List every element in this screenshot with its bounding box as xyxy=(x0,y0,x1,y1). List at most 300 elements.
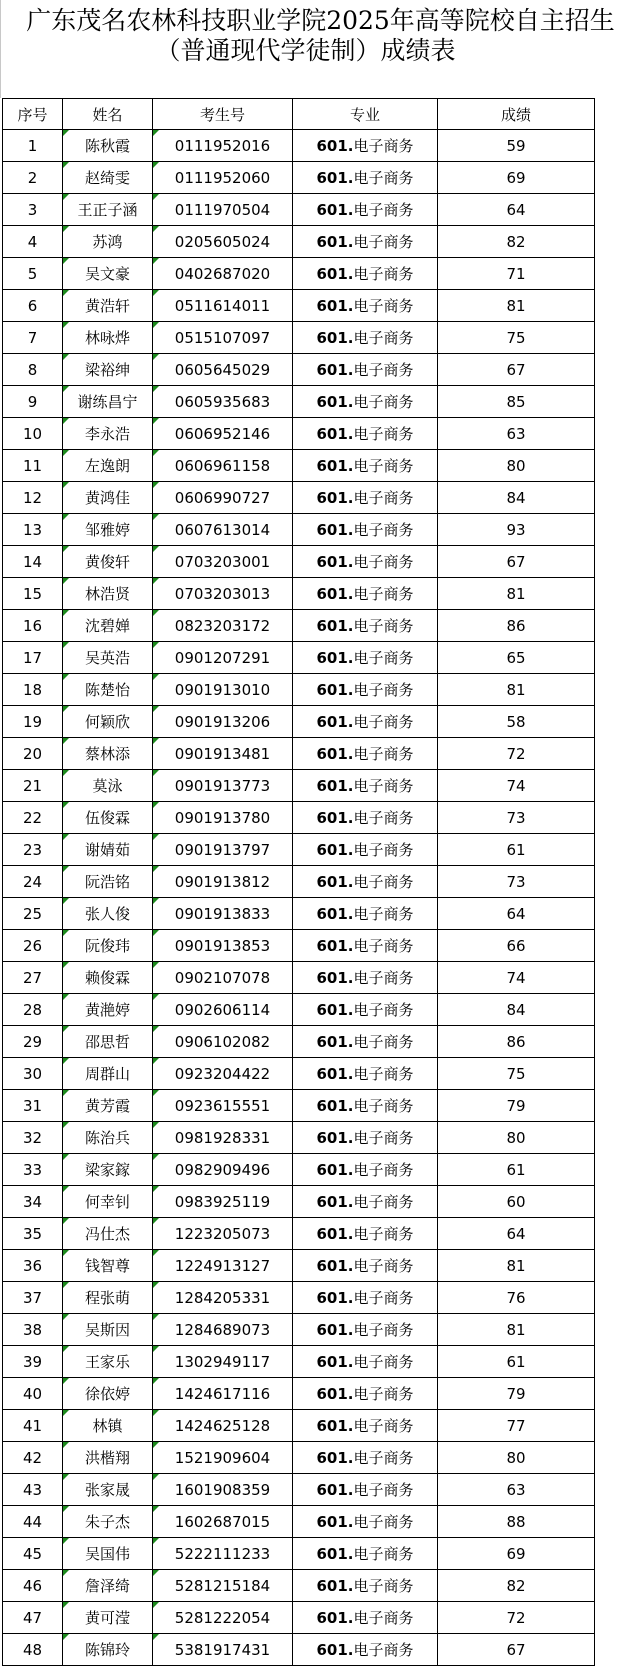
cell-no[interactable]: 48 xyxy=(3,1634,63,1666)
cell-name[interactable]: 周群山 xyxy=(63,1058,153,1090)
cell-name[interactable]: 梁家鎵 xyxy=(63,1154,153,1186)
cell-no[interactable]: 16 xyxy=(3,610,63,642)
cell-score[interactable]: 81 xyxy=(438,674,595,706)
cell-major[interactable] xyxy=(293,1442,438,1474)
cell-student-id[interactable]: 0901207291 xyxy=(153,642,293,674)
cell-score[interactable]: 77 xyxy=(438,1410,595,1442)
cell-student-id[interactable]: 0605645029 xyxy=(153,354,293,386)
table-row xyxy=(3,1250,595,1282)
cell-score[interactable]: 80 xyxy=(438,1122,595,1154)
cell-major[interactable] xyxy=(293,706,438,738)
cell-student-id[interactable]: 0823203172 xyxy=(153,610,293,642)
major-code: 601. xyxy=(316,457,354,475)
cell-major[interactable] xyxy=(293,290,438,322)
cell-student-id[interactable]: 0923615551 xyxy=(153,1090,293,1122)
cell-student-id[interactable]: 0982909496 xyxy=(153,1154,293,1186)
cell-student-id[interactable]: 0901913773 xyxy=(153,770,293,802)
cell-no[interactable]: 21 xyxy=(3,770,63,802)
cell-no[interactable]: 26 xyxy=(3,930,63,962)
cell-no[interactable]: 31 xyxy=(3,1090,63,1122)
cell-student-id[interactable]: 0901913010 xyxy=(153,674,293,706)
cell-major[interactable] xyxy=(293,1506,438,1538)
cell-no[interactable]: 40 xyxy=(3,1378,63,1410)
cell-student-id[interactable]: 0511614011 xyxy=(153,290,293,322)
cell-no[interactable]: 39 xyxy=(3,1346,63,1378)
cell-name[interactable]: 陈楚怡 xyxy=(63,674,153,706)
cell-name[interactable]: 林浩贤 xyxy=(63,578,153,610)
major-name: 电子商务 xyxy=(353,521,414,539)
cell-no[interactable]: 11 xyxy=(3,450,63,482)
cell-score[interactable]: 67 xyxy=(438,546,595,578)
major-code: 601. xyxy=(316,585,354,603)
major-code: 601. xyxy=(316,649,354,667)
cell-no[interactable]: 45 xyxy=(3,1538,63,1570)
cell-no[interactable]: 14 xyxy=(3,546,63,578)
cell-name[interactable]: 赵绮雯 xyxy=(63,162,153,194)
cell-score[interactable]: 79 xyxy=(438,1090,595,1122)
cell-student-id[interactable]: 5381917431 xyxy=(153,1634,293,1666)
cell-no[interactable]: 6 xyxy=(3,290,63,322)
cell-name[interactable]: 洪楷翔 xyxy=(63,1442,153,1474)
cell-name[interactable]: 程张萌 xyxy=(63,1282,153,1314)
cell-major[interactable] xyxy=(293,930,438,962)
cell-major[interactable] xyxy=(293,226,438,258)
cell-major[interactable] xyxy=(293,1410,438,1442)
cell-major[interactable] xyxy=(293,866,438,898)
cell-student-id[interactable]: 0111970504 xyxy=(153,194,293,226)
cell-student-id[interactable]: 1602687015 xyxy=(153,1506,293,1538)
cell-score[interactable]: 63 xyxy=(438,1474,595,1506)
cell-score[interactable]: 61 xyxy=(438,1346,595,1378)
cell-score[interactable]: 69 xyxy=(438,1538,595,1570)
cell-score[interactable]: 81 xyxy=(438,1250,595,1282)
cell-major[interactable] xyxy=(293,258,438,290)
cell-score[interactable]: 86 xyxy=(438,1026,595,1058)
cell-major[interactable] xyxy=(293,1538,438,1570)
cell-no[interactable]: 32 xyxy=(3,1122,63,1154)
cell-name[interactable]: 谢婧茹 xyxy=(63,834,153,866)
cell-student-id[interactable]: 0981928331 xyxy=(153,1122,293,1154)
cell-name[interactable]: 阮俊玮 xyxy=(63,930,153,962)
table-row xyxy=(3,514,595,546)
cell-score[interactable]: 64 xyxy=(438,194,595,226)
col-header-id[interactable]: 考生号 xyxy=(153,99,293,130)
major-name: 电子商务 xyxy=(353,1289,414,1307)
cell-major[interactable] xyxy=(293,194,438,226)
cell-major[interactable] xyxy=(293,610,438,642)
cell-no[interactable]: 33 xyxy=(3,1154,63,1186)
cell-major[interactable] xyxy=(293,1058,438,1090)
cell-name[interactable]: 沈碧婵 xyxy=(63,610,153,642)
cell-name[interactable]: 阮浩铭 xyxy=(63,866,153,898)
cell-no[interactable]: 46 xyxy=(3,1570,63,1602)
major-code: 601. xyxy=(316,233,354,251)
cell-no[interactable]: 41 xyxy=(3,1410,63,1442)
cell-name[interactable]: 王家乐 xyxy=(63,1346,153,1378)
cell-name[interactable]: 陈秋霞 xyxy=(63,130,153,162)
cell-major[interactable] xyxy=(293,898,438,930)
cell-student-id[interactable]: 0901913481 xyxy=(153,738,293,770)
major-code: 601. xyxy=(316,777,354,795)
cell-student-id[interactable]: 5281222054 xyxy=(153,1602,293,1634)
cell-student-id[interactable]: 0703203013 xyxy=(153,578,293,610)
cell-major[interactable] xyxy=(293,578,438,610)
cell-no[interactable]: 42 xyxy=(3,1442,63,1474)
cell-name[interactable]: 陈治兵 xyxy=(63,1122,153,1154)
major-name: 电子商务 xyxy=(353,137,414,155)
table-body xyxy=(3,130,595,1666)
major-name: 电子商务 xyxy=(353,265,414,283)
major-name: 电子商务 xyxy=(353,1065,414,1083)
cell-no[interactable]: 29 xyxy=(3,1026,63,1058)
cell-major[interactable] xyxy=(293,994,438,1026)
cell-student-id[interactable]: 1284205331 xyxy=(153,1282,293,1314)
cell-score[interactable]: 58 xyxy=(438,706,595,738)
major-code: 601. xyxy=(316,1449,354,1467)
major-name: 电子商务 xyxy=(353,393,414,411)
major-code: 601. xyxy=(316,1001,354,1019)
cell-score[interactable]: 82 xyxy=(438,1570,595,1602)
cell-student-id[interactable]: 0402687020 xyxy=(153,258,293,290)
cell-name[interactable]: 徐依婷 xyxy=(63,1378,153,1410)
cell-no[interactable]: 2 xyxy=(3,162,63,194)
cell-name[interactable]: 张人俊 xyxy=(63,898,153,930)
cell-name[interactable]: 何幸钊 xyxy=(63,1186,153,1218)
cell-major[interactable] xyxy=(293,482,438,514)
cell-name[interactable]: 朱子杰 xyxy=(63,1506,153,1538)
cell-name[interactable]: 詹泽绮 xyxy=(63,1570,153,1602)
cell-student-id[interactable]: 0111952016 xyxy=(153,130,293,162)
cell-score[interactable]: 73 xyxy=(438,802,595,834)
major-code: 601. xyxy=(316,905,354,923)
major-code: 601. xyxy=(316,1257,354,1275)
table-row xyxy=(3,1186,595,1218)
cell-name[interactable]: 伍俊霖 xyxy=(63,802,153,834)
cell-score[interactable]: 81 xyxy=(438,1314,595,1346)
cell-no[interactable]: 5 xyxy=(3,258,63,290)
cell-score[interactable]: 81 xyxy=(438,578,595,610)
cell-major[interactable] xyxy=(293,962,438,994)
cell-no[interactable]: 43 xyxy=(3,1474,63,1506)
table-row xyxy=(3,994,595,1026)
table-row xyxy=(3,226,595,258)
col-header-name[interactable]: 姓名 xyxy=(63,99,153,130)
cell-no[interactable]: 36 xyxy=(3,1250,63,1282)
cell-score[interactable]: 80 xyxy=(438,450,595,482)
major-name: 电子商务 xyxy=(353,1609,414,1627)
cell-major[interactable] xyxy=(293,418,438,450)
cell-major[interactable] xyxy=(293,1186,438,1218)
cell-no[interactable]: 20 xyxy=(3,738,63,770)
cell-name[interactable]: 吴文豪 xyxy=(63,258,153,290)
major-name: 电子商务 xyxy=(353,1577,414,1595)
cell-major[interactable] xyxy=(293,1314,438,1346)
cell-no[interactable]: 12 xyxy=(3,482,63,514)
cell-major[interactable] xyxy=(293,1346,438,1378)
cell-student-id[interactable]: 0901913812 xyxy=(153,866,293,898)
cell-score[interactable]: 64 xyxy=(438,898,595,930)
cell-student-id[interactable]: 1424625128 xyxy=(153,1410,293,1442)
cell-student-id[interactable]: 0607613014 xyxy=(153,514,293,546)
cell-student-id[interactable]: 0923204422 xyxy=(153,1058,293,1090)
cell-no[interactable]: 8 xyxy=(3,354,63,386)
cell-score[interactable]: 82 xyxy=(438,226,595,258)
cell-student-id[interactable]: 0983925119 xyxy=(153,1186,293,1218)
col-header-no[interactable]: 序号 xyxy=(3,99,63,130)
cell-score[interactable]: 72 xyxy=(438,738,595,770)
title-block xyxy=(0,0,641,96)
major-code: 601. xyxy=(316,1353,354,1371)
major-code: 601. xyxy=(316,329,354,347)
cell-score[interactable]: 84 xyxy=(438,482,595,514)
cell-major[interactable] xyxy=(293,322,438,354)
cell-score[interactable]: 72 xyxy=(438,1602,595,1634)
cell-major[interactable] xyxy=(293,1634,438,1666)
major-name: 电子商务 xyxy=(353,873,414,891)
cell-no[interactable]: 10 xyxy=(3,418,63,450)
cell-name[interactable]: 赖俊霖 xyxy=(63,962,153,994)
cell-score[interactable]: 59 xyxy=(438,130,595,162)
cell-major[interactable] xyxy=(293,354,438,386)
cell-score[interactable]: 64 xyxy=(438,1218,595,1250)
cell-name[interactable]: 陈锦玲 xyxy=(63,1634,153,1666)
cell-score[interactable]: 60 xyxy=(438,1186,595,1218)
major-name: 电子商务 xyxy=(353,1001,414,1019)
cell-student-id[interactable]: 0901913780 xyxy=(153,802,293,834)
cell-major[interactable] xyxy=(293,1378,438,1410)
cell-no[interactable]: 30 xyxy=(3,1058,63,1090)
table-row xyxy=(3,1346,595,1378)
cell-no[interactable]: 4 xyxy=(3,226,63,258)
cell-name[interactable]: 黄可滢 xyxy=(63,1602,153,1634)
table-row xyxy=(3,834,595,866)
cell-score[interactable]: 74 xyxy=(438,962,595,994)
cell-name[interactable]: 谢练昌宁 xyxy=(63,386,153,418)
cell-student-id[interactable]: 0902107078 xyxy=(153,962,293,994)
cell-score[interactable]: 74 xyxy=(438,770,595,802)
major-name: 电子商务 xyxy=(353,297,414,315)
cell-name[interactable]: 梁裕绅 xyxy=(63,354,153,386)
table-row xyxy=(3,1570,595,1602)
table-row xyxy=(3,1282,595,1314)
cell-student-id[interactable]: 0606961158 xyxy=(153,450,293,482)
cell-major[interactable] xyxy=(293,546,438,578)
major-name: 电子商务 xyxy=(353,1417,414,1435)
cell-score[interactable]: 71 xyxy=(438,258,595,290)
title-line-1: 广东茂名农林科技职业学院2025年高等院校自主招生 xyxy=(26,6,615,35)
cell-score[interactable]: 67 xyxy=(438,1634,595,1666)
cell-score[interactable]: 81 xyxy=(438,290,595,322)
major-code: 601. xyxy=(316,1385,354,1403)
cell-student-id[interactable]: 1424617116 xyxy=(153,1378,293,1410)
cell-no[interactable]: 1 xyxy=(3,130,63,162)
cell-no[interactable]: 44 xyxy=(3,1506,63,1538)
cell-student-id[interactable]: 0901913853 xyxy=(153,930,293,962)
major-name: 电子商务 xyxy=(353,361,414,379)
major-code: 601. xyxy=(316,137,354,155)
major-name: 电子商务 xyxy=(353,937,414,955)
cell-major[interactable] xyxy=(293,802,438,834)
cell-major[interactable] xyxy=(293,834,438,866)
cell-name[interactable]: 李永浩 xyxy=(63,418,153,450)
cell-major[interactable] xyxy=(293,770,438,802)
cell-name[interactable]: 冯仕杰 xyxy=(63,1218,153,1250)
cell-name[interactable]: 黄浩轩 xyxy=(63,290,153,322)
cell-student-id[interactable]: 0901913797 xyxy=(153,834,293,866)
cell-name[interactable]: 黄滟婷 xyxy=(63,994,153,1026)
cell-student-id[interactable]: 5281215184 xyxy=(153,1570,293,1602)
cell-score[interactable]: 84 xyxy=(438,994,595,1026)
cell-student-id[interactable]: 1223205073 xyxy=(153,1218,293,1250)
cell-no[interactable]: 24 xyxy=(3,866,63,898)
cell-no[interactable]: 47 xyxy=(3,1602,63,1634)
cell-score[interactable]: 88 xyxy=(438,1506,595,1538)
cell-student-id[interactable]: 1302949117 xyxy=(153,1346,293,1378)
major-code: 601. xyxy=(316,1225,354,1243)
cell-score[interactable]: 73 xyxy=(438,866,595,898)
table-row xyxy=(3,1122,595,1154)
cell-no[interactable]: 27 xyxy=(3,962,63,994)
cell-student-id[interactable]: 0606952146 xyxy=(153,418,293,450)
cell-name[interactable]: 邹雅婷 xyxy=(63,514,153,546)
cell-student-id[interactable]: 1601908359 xyxy=(153,1474,293,1506)
cell-no[interactable]: 38 xyxy=(3,1314,63,1346)
major-code: 601. xyxy=(316,937,354,955)
cell-major[interactable] xyxy=(293,1122,438,1154)
table-row xyxy=(3,1602,595,1634)
cell-name[interactable]: 钱智尊 xyxy=(63,1250,153,1282)
cell-name[interactable]: 莫泳 xyxy=(63,770,153,802)
cell-major[interactable] xyxy=(293,674,438,706)
cell-score[interactable]: 66 xyxy=(438,930,595,962)
cell-no[interactable]: 18 xyxy=(3,674,63,706)
cell-score[interactable]: 85 xyxy=(438,386,595,418)
cell-major[interactable] xyxy=(293,162,438,194)
cell-no[interactable]: 23 xyxy=(3,834,63,866)
cell-no[interactable]: 28 xyxy=(3,994,63,1026)
cell-score[interactable]: 69 xyxy=(438,162,595,194)
cell-major[interactable] xyxy=(293,130,438,162)
cell-name[interactable]: 吴英浩 xyxy=(63,642,153,674)
cell-major[interactable] xyxy=(293,1154,438,1186)
cell-score[interactable]: 86 xyxy=(438,610,595,642)
cell-name[interactable]: 左逸朗 xyxy=(63,450,153,482)
header-row xyxy=(3,99,595,130)
cell-no[interactable]: 25 xyxy=(3,898,63,930)
cell-score[interactable]: 75 xyxy=(438,322,595,354)
cell-major[interactable] xyxy=(293,1026,438,1058)
cell-name[interactable]: 张家晟 xyxy=(63,1474,153,1506)
cell-no[interactable]: 15 xyxy=(3,578,63,610)
cell-student-id[interactable]: 0205605024 xyxy=(153,226,293,258)
major-name: 电子商务 xyxy=(353,553,414,571)
cell-student-id[interactable]: 0901913833 xyxy=(153,898,293,930)
table-row xyxy=(3,1410,595,1442)
cell-name[interactable]: 邵思哲 xyxy=(63,1026,153,1058)
table-row xyxy=(3,706,595,738)
cell-student-id[interactable]: 0902606114 xyxy=(153,994,293,1026)
cell-score[interactable]: 79 xyxy=(438,1378,595,1410)
cell-score[interactable]: 65 xyxy=(438,642,595,674)
cell-name[interactable]: 黄俊轩 xyxy=(63,546,153,578)
cell-major[interactable] xyxy=(293,642,438,674)
major-code: 601. xyxy=(316,553,354,571)
major-code: 601. xyxy=(316,1321,354,1339)
cell-major[interactable] xyxy=(293,386,438,418)
cell-name[interactable]: 吴国伟 xyxy=(63,1538,153,1570)
table-row xyxy=(3,738,595,770)
cell-no[interactable]: 37 xyxy=(3,1282,63,1314)
cell-name[interactable]: 何颖欣 xyxy=(63,706,153,738)
cell-no[interactable]: 7 xyxy=(3,322,63,354)
cell-score[interactable]: 63 xyxy=(438,418,595,450)
cell-major[interactable] xyxy=(293,1602,438,1634)
cell-student-id[interactable]: 1521909604 xyxy=(153,1442,293,1474)
cell-score[interactable]: 76 xyxy=(438,1282,595,1314)
col-header-score[interactable]: 成绩 xyxy=(438,99,595,130)
cell-score[interactable]: 61 xyxy=(438,1154,595,1186)
cell-student-id[interactable]: 5222111233 xyxy=(153,1538,293,1570)
cell-name[interactable]: 黄鸿佳 xyxy=(63,482,153,514)
cell-student-id[interactable]: 0605935683 xyxy=(153,386,293,418)
cell-student-id[interactable]: 0901913206 xyxy=(153,706,293,738)
cell-name[interactable]: 蔡林添 xyxy=(63,738,153,770)
cell-name[interactable]: 林镇 xyxy=(63,1410,153,1442)
cell-score[interactable]: 75 xyxy=(438,1058,595,1090)
cell-name[interactable]: 林咏烨 xyxy=(63,322,153,354)
cell-no[interactable]: 22 xyxy=(3,802,63,834)
cell-student-id[interactable]: 0606990727 xyxy=(153,482,293,514)
cell-score[interactable]: 93 xyxy=(438,514,595,546)
cell-name[interactable]: 王正子涵 xyxy=(63,194,153,226)
cell-no[interactable]: 19 xyxy=(3,706,63,738)
table-row xyxy=(3,1442,595,1474)
cell-student-id[interactable]: 0703203001 xyxy=(153,546,293,578)
cell-name[interactable]: 苏鸿 xyxy=(63,226,153,258)
cell-student-id[interactable]: 1284689073 xyxy=(153,1314,293,1346)
major-name: 电子商务 xyxy=(353,713,414,731)
cell-major[interactable] xyxy=(293,1282,438,1314)
cell-major[interactable] xyxy=(293,738,438,770)
cell-name[interactable]: 吴斯因 xyxy=(63,1314,153,1346)
cell-major[interactable] xyxy=(293,1250,438,1282)
cell-no[interactable]: 9 xyxy=(3,386,63,418)
cell-score[interactable]: 67 xyxy=(438,354,595,386)
cell-no[interactable]: 34 xyxy=(3,1186,63,1218)
col-header-major[interactable]: 专业 xyxy=(293,99,438,130)
cell-major[interactable] xyxy=(293,1090,438,1122)
cell-score[interactable]: 80 xyxy=(438,1442,595,1474)
cell-score[interactable]: 61 xyxy=(438,834,595,866)
cell-student-id[interactable]: 1224913127 xyxy=(153,1250,293,1282)
cell-major[interactable] xyxy=(293,514,438,546)
cell-name[interactable]: 黄芳霞 xyxy=(63,1090,153,1122)
cell-no[interactable]: 3 xyxy=(3,194,63,226)
cell-major[interactable] xyxy=(293,1570,438,1602)
cell-student-id[interactable]: 0906102082 xyxy=(153,1026,293,1058)
cell-student-id[interactable]: 0111952060 xyxy=(153,162,293,194)
cell-no[interactable]: 35 xyxy=(3,1218,63,1250)
cell-student-id[interactable]: 0515107097 xyxy=(153,322,293,354)
major-code: 601. xyxy=(316,809,354,827)
major-code: 601. xyxy=(316,1513,354,1531)
cell-no[interactable]: 17 xyxy=(3,642,63,674)
cell-major[interactable] xyxy=(293,1474,438,1506)
cell-major[interactable] xyxy=(293,1218,438,1250)
major-code: 601. xyxy=(316,489,354,507)
cell-major[interactable] xyxy=(293,450,438,482)
cell-no[interactable]: 13 xyxy=(3,514,63,546)
